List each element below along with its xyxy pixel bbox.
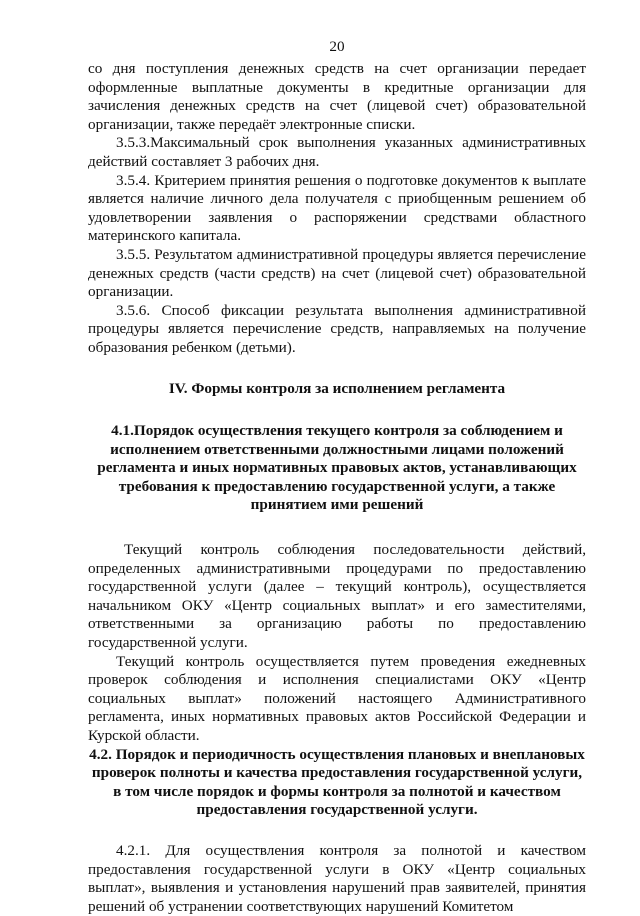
paragraph-4-1-a: Текущий контроль соблюдения последовательности действий, определенных административными процедурами по предоставлению государственной услуги (далее – текущий контроль), осуществляется начальником ОКУ «Центр социальных выплат» и его заместителями, ответственными за организацию работы по предоставлению государственной услуги.: [88, 541, 586, 652]
paragraph-3-5-5: 3.5.5. Результатом административной процедуры является перечисление денежных средств (части средств) на счет (лицевой счет) образовательной организации.: [88, 245, 586, 301]
paragraph-4-1-b: Текущий контроль осуществляется путем проведения ежедневных проверок соблюдения и исполнения специалистами ОКУ «Центр социальных выплат» положений настоящего Административного регламента, иных нормативных правовых актов Российской Федерации и Курской области.: [88, 652, 586, 744]
section-title: IV. Формы контроля за исполнением регламента: [168, 379, 506, 397]
paragraph-continuation: со дня поступления денежных средств на счет организации передает оформленные выплатные документы в кредитные организации для зачисления денежных средств на счет (лицевой счет) образовательной организации, также передаёт электронные списки.: [88, 60, 586, 133]
paragraph-4-2-1: 4.2.1. Для осуществления контроля за полнотой и качеством предоставления государственной услуги в ОКУ «Центр социальных выплат», выявления и установления нарушений прав заявителей, принятия решений об устранении соответствующих нарушений Комитетом: [88, 841, 586, 915]
subsection-4-1-title: 4.1.Порядок осуществления текущего контроля за соблюдением и исполнением ответственными должностными лицами положений регламента и иных нормативных правовых актов, устанавливающих требования к предоставлению государственной услуги, а также принятием ими решений: [97, 422, 577, 514]
paragraph-3-5-4: 3.5.4. Критерием принятия решения о подготовке документов к выплате является наличие личного дела получателя с приобщенным решением об удовлетворении заявления о распоряжении средствами областного материнского капитала.: [88, 171, 586, 245]
paragraph-3-5-6: 3.5.6. Способ фиксации результата выполнения административной процедуры является перечисление средств, направляемых на получение образования ребенком (детьми).: [88, 301, 586, 356]
page-number: 20: [329, 38, 345, 55]
document-page: [88, 0, 586, 916]
subsection-4-2-title: 4.2. Порядок и периодичность осуществления плановых и внеплановых проверок полноты и качества предоставления государственной услуги, в том числе порядок и формы контроля за полнотой и качеством предоставления государственной услуги.: [89, 745, 585, 819]
paragraph-3-5-3: 3.5.3.Максимальный срок выполнения указанных административных действий составляет 3 рабочих дня.: [88, 134, 586, 170]
